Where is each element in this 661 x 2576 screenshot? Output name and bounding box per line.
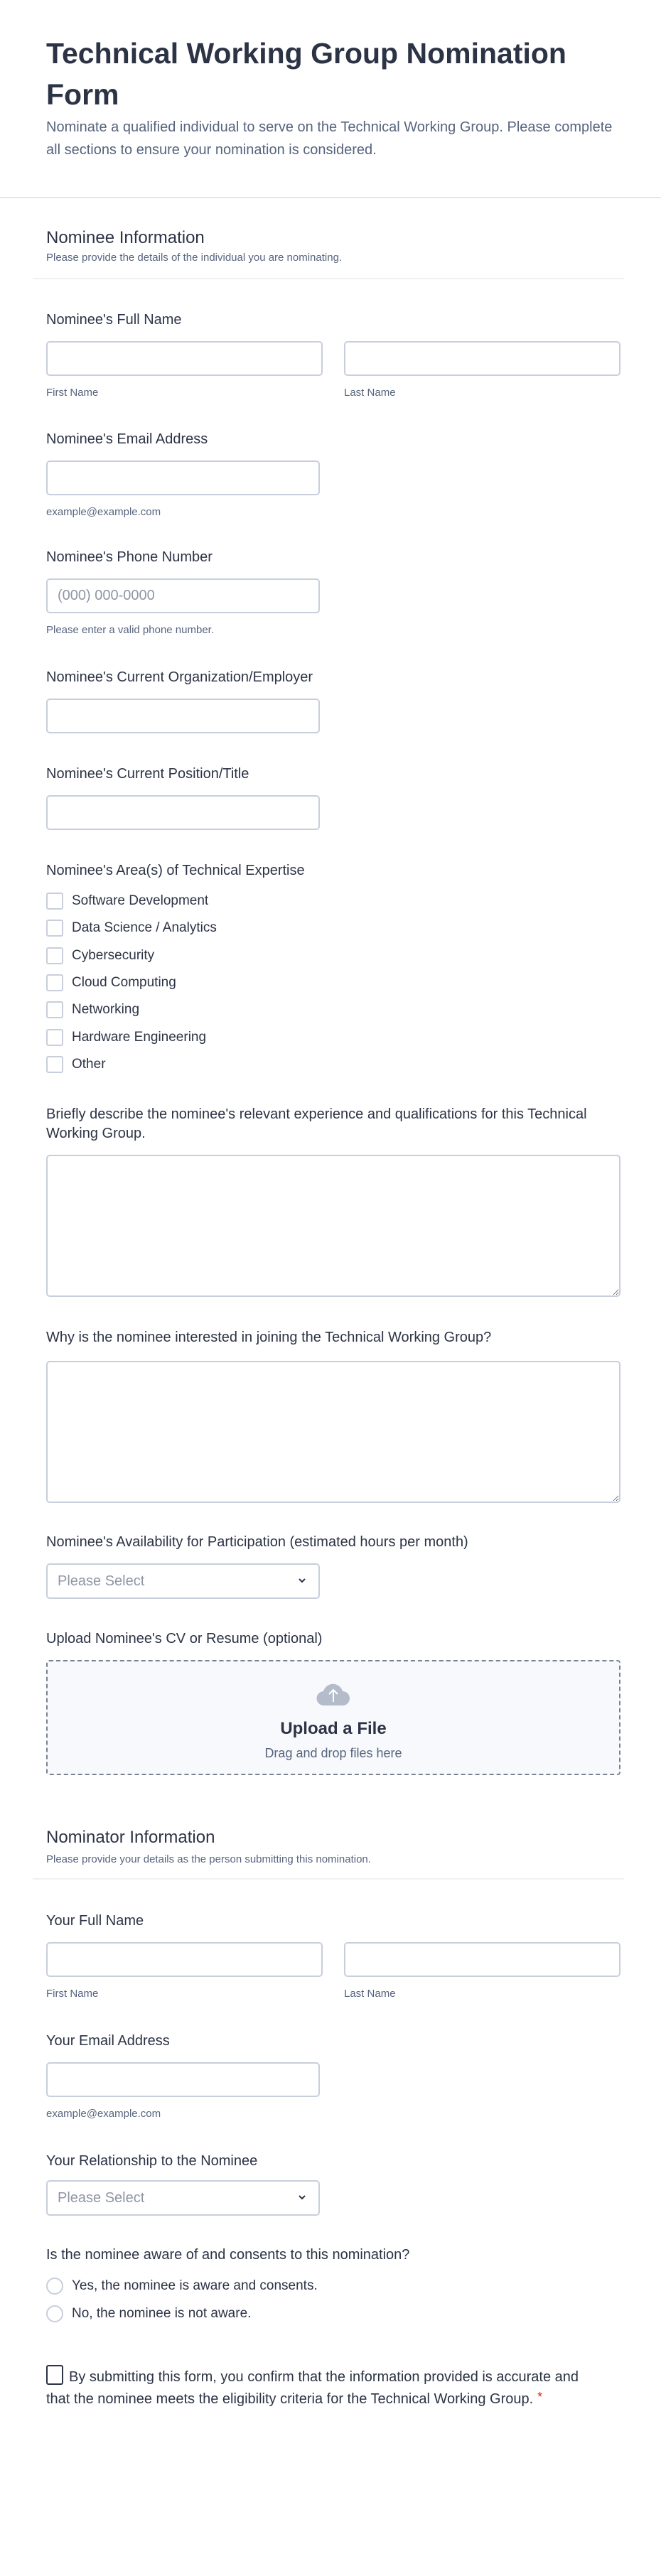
field-label: Upload Nominee's CV or Resume (optional) [46,1631,323,1647]
upload-title: Upload a File [280,1719,387,1738]
radio[interactable] [46,2278,63,2295]
select-value: Please Select [58,2189,145,2206]
chevron-down-icon [296,2191,308,2204]
nominee-position-field [46,765,620,830]
field-label: Why is the nominee interested in joining the Technical Working Group? [46,1330,492,1345]
checkbox[interactable] [46,1001,63,1018]
confirmation-checkbox-field[interactable] [46,2365,579,2409]
field-label: Nominee's Phone Number [46,549,213,565]
consent-option-yes[interactable]: Yes, the nominee is aware and consents. [46,2272,620,2300]
section-divider [33,278,624,279]
nominee-email-field [46,430,620,518]
nominee-last-name-input[interactable] [344,341,620,376]
nominator-first-name-input[interactable] [46,1942,323,1977]
form-description: Nominate a qualified individual to serve on the Technical Working Group. Please complete all sections to ensure your nomination is considered. [46,119,613,158]
last-name-sublabel: Last Name [344,387,396,399]
field-label: Nominee's Current Position/Title [46,766,249,782]
first-name-sublabel: First Name [46,1988,99,2000]
relationship-select[interactable] [46,2180,320,2216]
consent-field [46,2246,620,2327]
field-label: Nominee's Email Address [46,431,208,447]
nominee-full-name-field [46,311,620,399]
field-label: Nominee's Availability for Participation (estimated hours per month) [46,1534,468,1550]
consent-option-no[interactable]: No, the nominee is not aware. [46,2300,620,2327]
email-sublabel: example@example.com [46,2108,161,2120]
nominator-last-name-input[interactable] [344,1942,620,1977]
radio[interactable] [46,2305,63,2322]
cloud-upload-icon [316,1680,351,1708]
file-dropzone[interactable] [46,1660,620,1775]
field-label: Nominee's Current Organization/Employer [46,669,313,685]
nominee-first-name-input[interactable] [46,341,323,376]
expertise-checkbox-list [46,888,620,1078]
field-label: Briefly describe the nominee's relevant experience and qualifications for this Technical Working Group. [46,1106,587,1141]
nominee-availability-field [46,1533,620,1599]
experience-textarea[interactable] [46,1155,620,1297]
header-divider [0,197,661,198]
consent-radio-group [46,2272,620,2327]
nominee-interest-field [46,1328,620,1503]
nominator-email-input[interactable] [46,2062,320,2097]
nominee-position-input[interactable] [46,795,320,830]
first-name-sublabel: First Name [46,387,99,399]
email-sublabel: example@example.com [46,506,161,518]
section-subtitle-nominee: Please provide the details of the individual you are nominating. [46,252,343,264]
field-label: Your Full Name [46,1913,144,1929]
section-subtitle-nominator: Please provide your details as the person submitting this nomination. [46,1853,371,1865]
section-title-nominee: Nominee Information [46,228,205,247]
field-label: Your Relationship to the Nominee [46,2153,258,2169]
nominee-organization-field [46,668,620,733]
interest-textarea[interactable] [46,1361,620,1503]
nominee-expertise-field [46,861,620,1078]
nominee-cv-upload-field [46,1629,620,1775]
form-title: Technical Working Group Nomination Form [46,37,566,111]
required-mark: * [537,2390,543,2404]
upload-subtitle: Drag and drop files here [264,1746,402,1760]
nominee-organization-input[interactable] [46,699,320,733]
expertise-option[interactable]: Cybersecurity [46,942,620,969]
nominee-phone-field [46,548,620,636]
field-label: Is the nominee aware of and consents to this nomination? [46,2247,410,2263]
select-value: Please Select [58,1573,145,1589]
confirmation-text: By submitting this form, you confirm that the information provided is accurate and that the nominee meets the eligibility criteria for the Technical Working Group. [46,2369,579,2407]
checkbox[interactable] [46,920,63,937]
expertise-option[interactable]: Networking [46,996,620,1023]
availability-select[interactable] [46,1563,320,1599]
expertise-option[interactable]: Data Science / Analytics [46,915,620,942]
nominator-full-name-field [46,1912,620,2000]
section-divider [33,1878,624,1880]
field-label: Nominee's Area(s) of Technical Expertise [46,863,305,878]
checkbox[interactable] [46,947,63,964]
nominee-phone-input[interactable] [46,578,320,613]
nominator-email-field [46,2032,620,2120]
field-label: Your Email Address [46,2033,170,2049]
relationship-field [46,2152,620,2216]
section-title-nominator: Nominator Information [46,1828,215,1847]
expertise-option[interactable]: Other [46,1051,620,1078]
last-name-sublabel: Last Name [344,1988,396,2000]
checkbox[interactable] [46,1029,63,1046]
phone-sublabel: Please enter a valid phone number. [46,624,214,636]
expertise-option[interactable]: Cloud Computing [46,969,620,996]
chevron-down-icon [296,1574,308,1587]
nominee-email-input[interactable] [46,460,320,495]
checkbox[interactable] [46,1056,63,1073]
confirmation-checkbox[interactable] [46,2365,63,2385]
expertise-option[interactable]: Hardware Engineering [46,1023,620,1050]
expertise-option[interactable]: Software Development [46,888,620,915]
field-label: Nominee's Full Name [46,312,182,328]
nominee-experience-field [46,1105,620,1297]
checkbox[interactable] [46,974,63,991]
checkbox[interactable] [46,893,63,910]
